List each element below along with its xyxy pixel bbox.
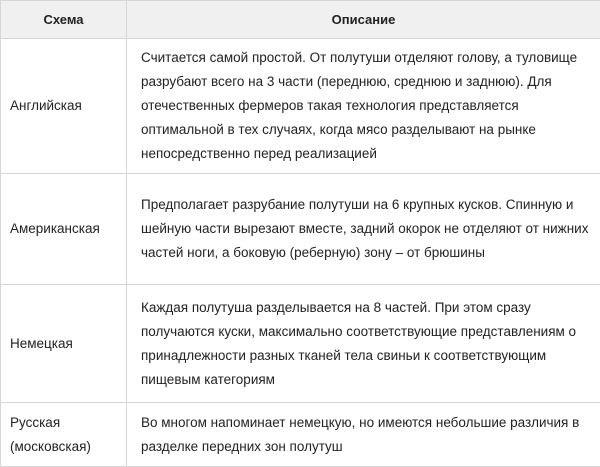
table-row [1, 39, 600, 174]
description-cell: Во многом напоминает немецкую, но имеются небольшие различия в разделке передних зон полутуш [127, 403, 600, 467]
description-cell: Предполагает разрубание полутуши на 6 крупных кусков. Спинную и шейную части вырезают вместе, задний окорок не отделяют от нижних частей ноги, а боковую (реберную) зону – от брюшины [127, 174, 600, 285]
description-cell: Считается самой простой. От полутуши отделяют голову, а туловище разрубают всего на 3 части (переднюю, среднюю и заднюю). Для отечественных фермеров такая технология представляется оптимальной в тех случаях, когда мясо разделывают на рынке непосредственно перед реализацией [127, 39, 600, 174]
table-row [1, 285, 600, 403]
scheme-cell: Немецкая [1, 285, 127, 403]
header-scheme: Схема [1, 1, 127, 39]
header-description: Описание [127, 1, 600, 39]
table-header [1, 1, 600, 39]
table-row [1, 174, 600, 285]
header-row [1, 1, 600, 39]
table-row [1, 403, 600, 467]
description-cell: Каждая полутуша разделывается на 8 частей. При этом сразу получаются куски, максимально соответствующие представлениям о принадлежности разных тканей тела свиньи к соответствующим пищевым категориям [127, 285, 600, 403]
scheme-cell: Русская (московская) [1, 403, 127, 467]
scheme-cell: Английская [1, 39, 127, 174]
scheme-cell: Американская [1, 174, 127, 285]
table-body [1, 39, 600, 467]
